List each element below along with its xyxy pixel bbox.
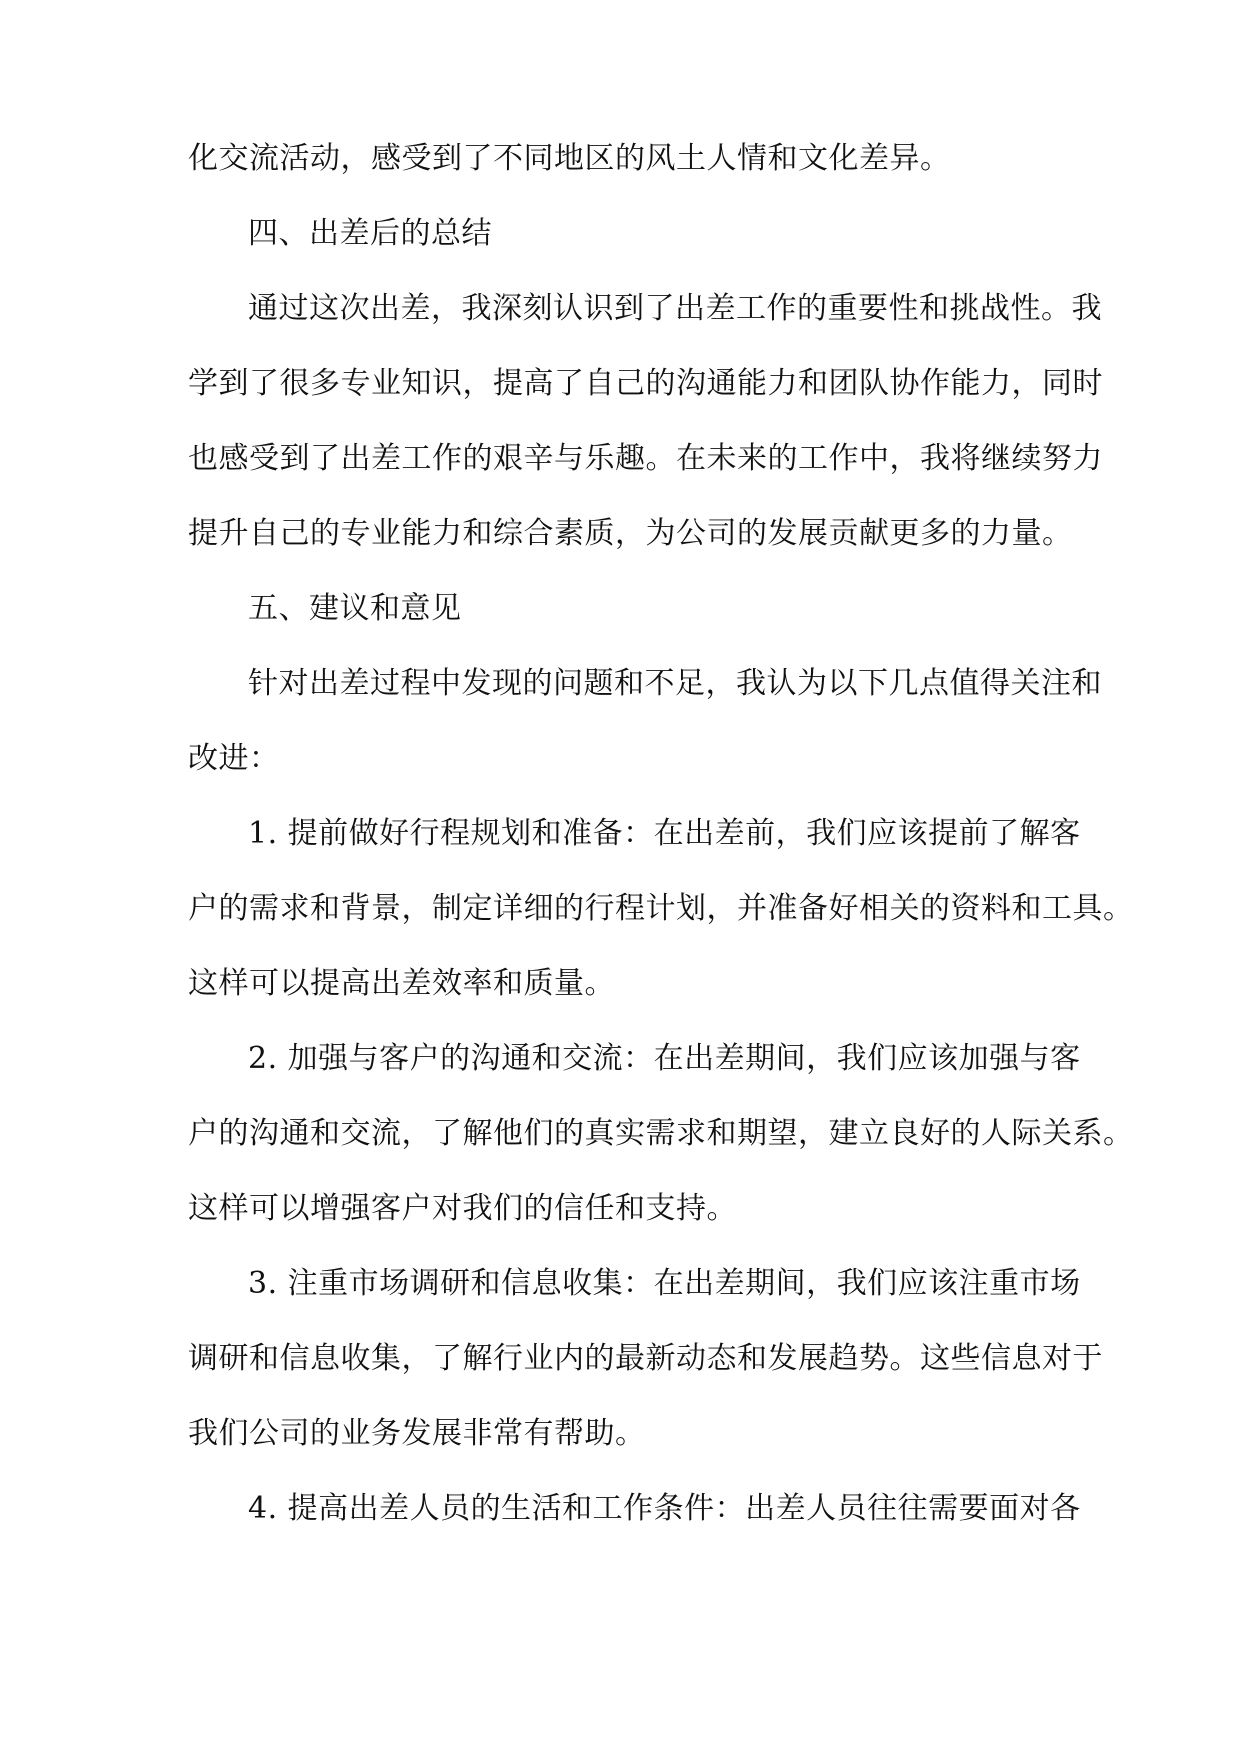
section-heading-suggestions: 五、建议和意见 bbox=[248, 591, 462, 626]
paragraph-line: 化交流活动，感受到了不同地区的风土人情和文化差异。 bbox=[188, 141, 951, 176]
paragraph-line: 针对出差过程中发现的问题和不足，我认为以下几点值得关注和 bbox=[248, 666, 1102, 701]
list-item-1-line: 1. 提前做好行程规划和准备：在出差前，我们应该提前了解客 bbox=[248, 816, 1081, 851]
paragraph-line: 提升自己的专业能力和综合素质，为公司的发展贡献更多的力量。 bbox=[188, 516, 1073, 551]
paragraph-line: 学到了很多专业知识，提高了自己的沟通能力和团队协作能力，同时 bbox=[188, 366, 1103, 401]
list-item-3-line: 调研和信息收集，了解行业内的最新动态和发展趋势。这些信息对于 bbox=[188, 1341, 1103, 1376]
list-item-2-line: 户的沟通和交流，了解他们的真实需求和期望，建立良好的人际关系。 bbox=[188, 1116, 1134, 1151]
list-item-2-line: 这样可以增强客户对我们的信任和支持。 bbox=[188, 1191, 737, 1226]
paragraph-line: 改进： bbox=[188, 741, 280, 776]
list-item-3-line: 3. 注重市场调研和信息收集：在出差期间，我们应该注重市场 bbox=[248, 1266, 1081, 1301]
list-item-2-line: 2. 加强与客户的沟通和交流：在出差期间，我们应该加强与客 bbox=[248, 1041, 1081, 1076]
paragraph-line: 也感受到了出差工作的艰辛与乐趣。在未来的工作中，我将继续努力 bbox=[188, 441, 1103, 476]
document-body bbox=[188, 140, 1134, 1528]
paragraph-line: 通过这次出差，我深刻认识到了出差工作的重要性和挑战性。我 bbox=[248, 291, 1102, 326]
list-item-1-line: 户的需求和背景，制定详细的行程计划，并准备好相关的资料和工具。 bbox=[188, 891, 1134, 926]
section-heading-summary: 四、出差后的总结 bbox=[248, 216, 492, 251]
list-item-3-line: 我们公司的业务发展非常有帮助。 bbox=[188, 1416, 646, 1451]
list-item-1-line: 这样可以提高出差效率和质量。 bbox=[188, 966, 615, 1001]
list-item-4-line: 4. 提高出差人员的生活和工作条件：出差人员往往需要面对各 bbox=[248, 1491, 1081, 1526]
